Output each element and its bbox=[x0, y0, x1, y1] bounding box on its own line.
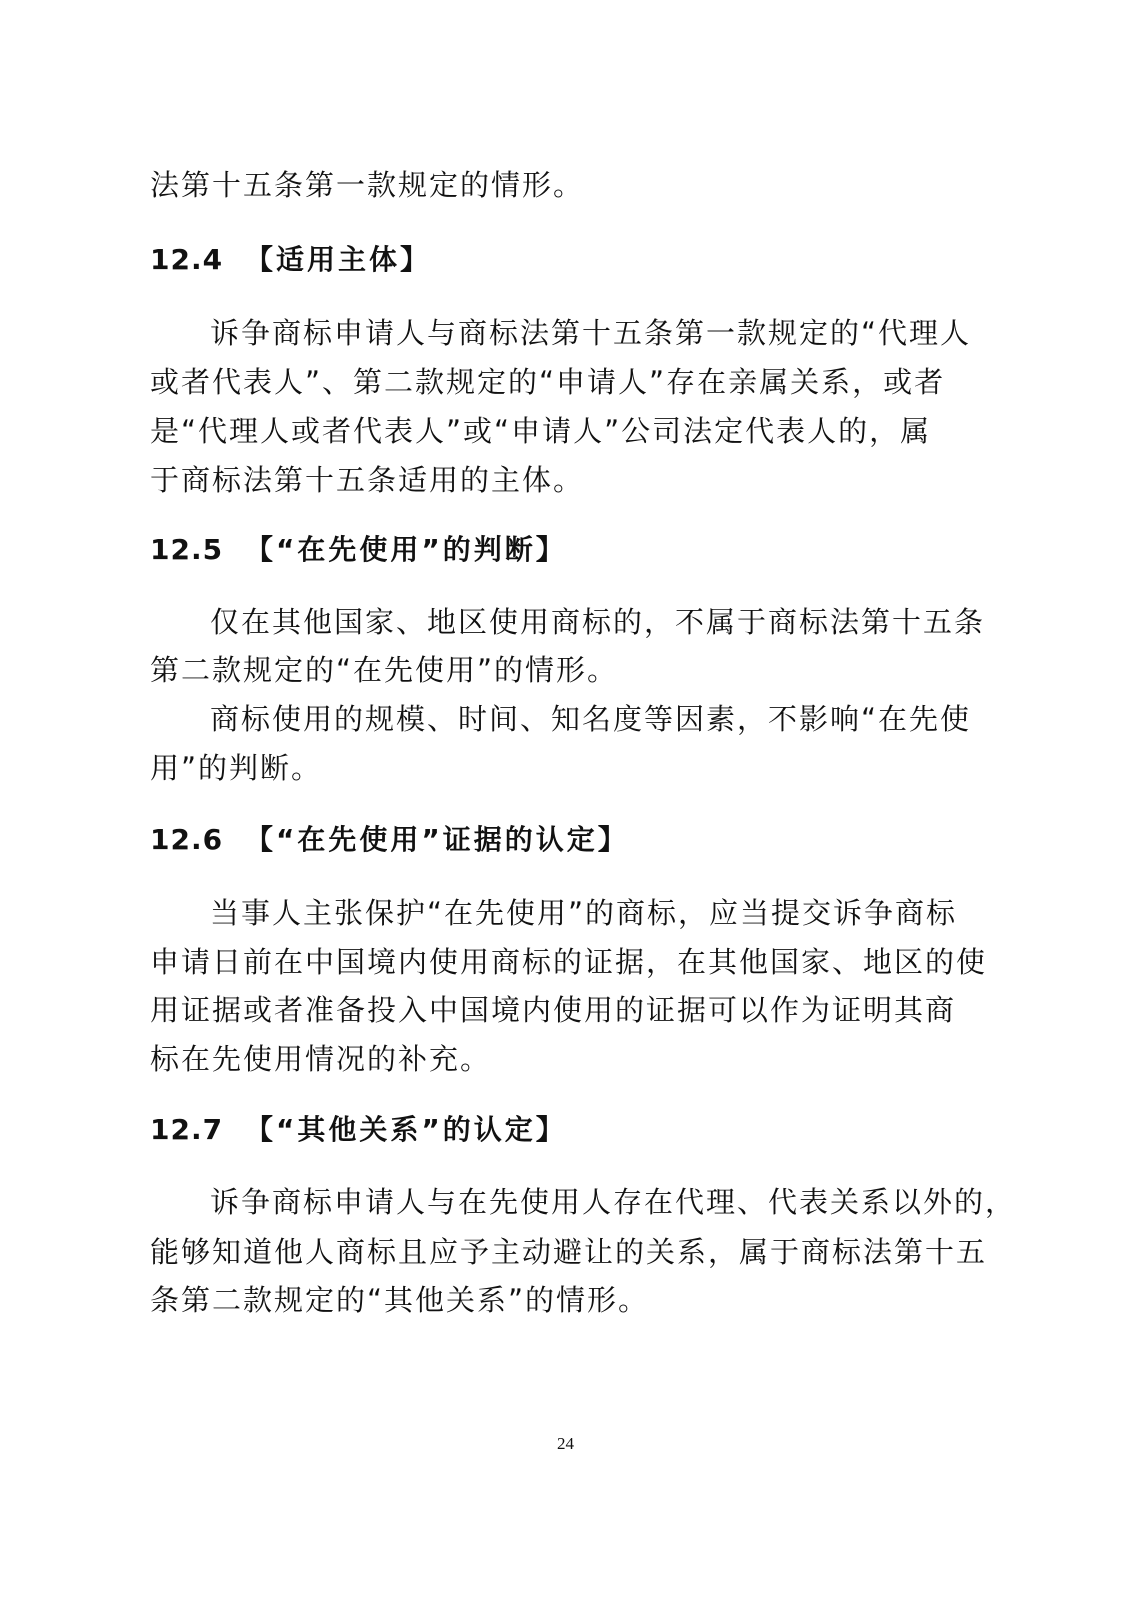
paragraph-line: 法第十五条第一款规定的情形。 bbox=[150, 168, 585, 202]
paragraph-line: 商标使用的规模、时间、知名度等因素，不影响“在先使 bbox=[210, 702, 972, 736]
paragraph-line: 或者代表人”、第二款规定的“申请人”存在亲属关系，或者 bbox=[150, 365, 946, 399]
section-heading-12-4 bbox=[150, 240, 431, 280]
section-title: 【“其他关系”的认定】 bbox=[245, 1113, 567, 1146]
section-number: 12.6 bbox=[150, 823, 224, 856]
section-title: 【适用主体】 bbox=[245, 243, 432, 276]
section-heading-12-5 bbox=[150, 530, 567, 570]
paragraph-line: 第二款规定的“在先使用”的情形。 bbox=[150, 653, 619, 687]
paragraph-line: 申请日前在中国境内使用商标的证据，在其他国家、地区的使 bbox=[150, 945, 988, 979]
paragraph-line: 诉争商标申请人与在先使用人存在代理、代表关系以外的， bbox=[210, 1185, 1017, 1219]
section-heading-12-7 bbox=[150, 1110, 567, 1150]
page-number: 24 bbox=[557, 1434, 574, 1453]
paragraph-line: 能够知道他人商标且应予主动避让的关系，属于商标法第十五 bbox=[150, 1235, 988, 1269]
paragraph-line: 当事人主张保护“在先使用”的商标，应当提交诉争商标 bbox=[210, 896, 958, 930]
paragraph-line: 用证据或者准备投入中国境内使用的证据可以作为证明其商 bbox=[150, 993, 957, 1027]
section-title: 【“在先使用”证据的认定】 bbox=[245, 823, 629, 856]
paragraph-line: 仅在其他国家、地区使用商标的，不属于商标法第十五条 bbox=[210, 605, 986, 639]
paragraph-line: 于商标法第十五条适用的主体。 bbox=[150, 463, 585, 497]
section-number: 12.5 bbox=[150, 533, 224, 566]
section-number: 12.4 bbox=[150, 243, 224, 276]
paragraph-line: 用”的判断。 bbox=[150, 751, 323, 785]
paragraph-line: 是“代理人或者代表人”或“申请人”公司法定代表人的，属 bbox=[150, 414, 932, 448]
paragraph-line: 诉争商标申请人与商标法第十五条第一款规定的“代理人 bbox=[210, 316, 972, 350]
section-heading-12-6 bbox=[150, 820, 629, 860]
section-title: 【“在先使用”的判断】 bbox=[245, 533, 567, 566]
paragraph-line: 标在先使用情况的补充。 bbox=[150, 1042, 492, 1076]
section-number: 12.7 bbox=[150, 1113, 224, 1146]
paragraph-line: 条第二款规定的“其他关系”的情形。 bbox=[150, 1283, 650, 1317]
